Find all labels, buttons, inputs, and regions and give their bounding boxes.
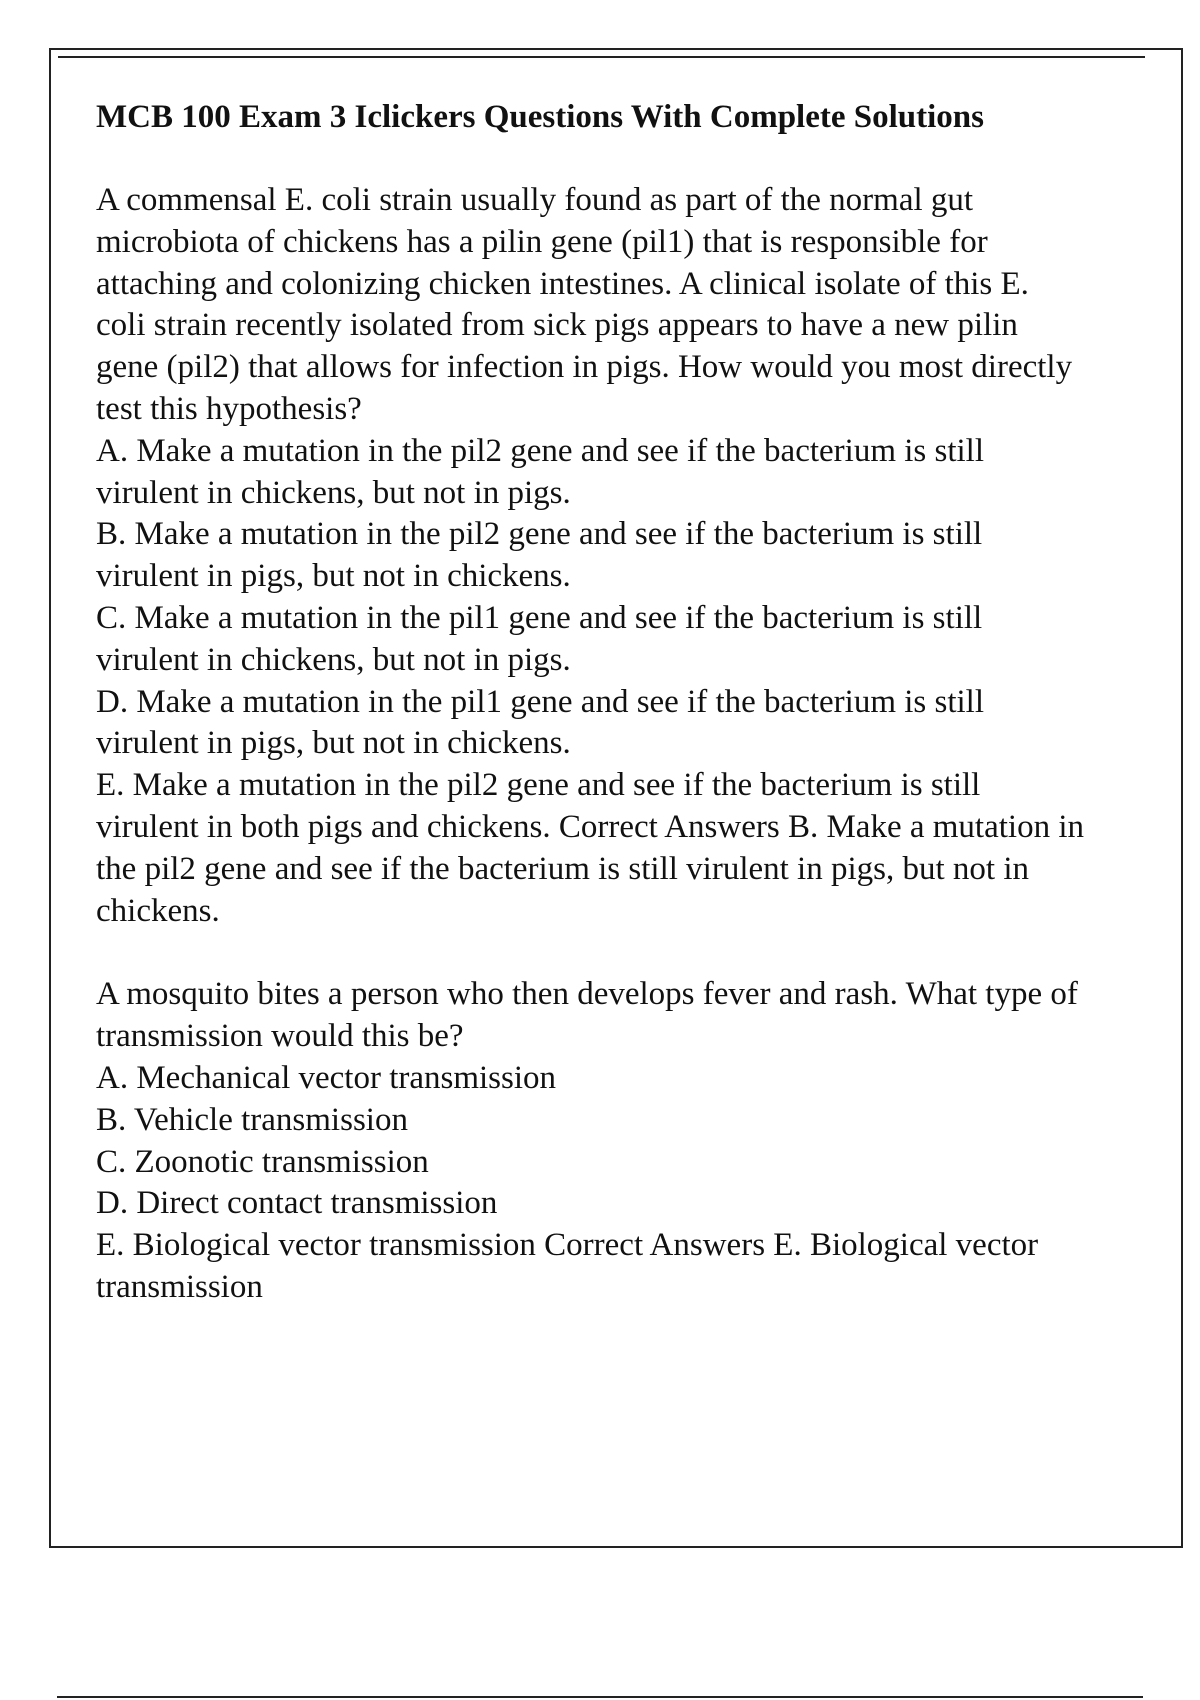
question-1-stem: A commensal E. coli strain usually found as part of the normal gut microbiota of chickens has a pilin gene (pil1) that is responsible for attaching and colonizing chicken intestines. A clinical isolate of this E. coli strain recently isolated from sick pigs appears to have a new pilin gene (pil2) that allows for infection in pigs. How would you most directly test this hypothesis? xyxy=(96,182,1073,427)
question-2-option-a: A. Mechanical vector transmission xyxy=(96,1059,557,1096)
question-2-option-c: C. Zoonotic transmission xyxy=(96,1143,429,1180)
question-2-option-d: D. Direct contact transmission xyxy=(96,1185,498,1222)
question-1-option-c: C. Make a mutation in the pil1 gene and see if the bacterium is still virulent in chickens, but not in pigs. xyxy=(96,599,983,678)
question-1-option-a: A. Make a mutation in the pil2 gene and see if the bacterium is still virulent in chickens, but not in pigs. xyxy=(96,432,985,511)
question-1 xyxy=(96,180,1086,932)
bottom-rule xyxy=(57,1696,1143,1698)
top-rule xyxy=(58,56,1145,58)
question-2 xyxy=(96,974,1086,1308)
document-content xyxy=(96,96,1086,1309)
question-2-option-b: B. Vehicle transmission xyxy=(96,1101,408,1138)
question-1-option-e: E. Make a mutation in the pil2 gene and see if the bacterium is still virulent in both pigs and chickens. Correct Answers B. Make a mutation in the pil2 gene and see if the bacterium is still virulent in pigs, but not in chickens. xyxy=(96,767,1084,929)
question-2-option-e: E. Biological vector transmission Correct Answers E. Biological vector transmission xyxy=(96,1227,1039,1305)
question-1-option-d: D. Make a mutation in the pil1 gene and see if the bacterium is still virulent in pigs, but not in chickens. xyxy=(96,683,985,762)
question-1-option-b: B. Make a mutation in the pil2 gene and see if the bacterium is still virulent in pigs, but not in chickens. xyxy=(96,516,983,595)
question-2-stem: A mosquito bites a person who then develops fever and rash. What type of transmission would this be? xyxy=(96,976,1078,1055)
document-title: MCB 100 Exam 3 Iclickers Questions With Complete Solutions xyxy=(96,99,984,135)
